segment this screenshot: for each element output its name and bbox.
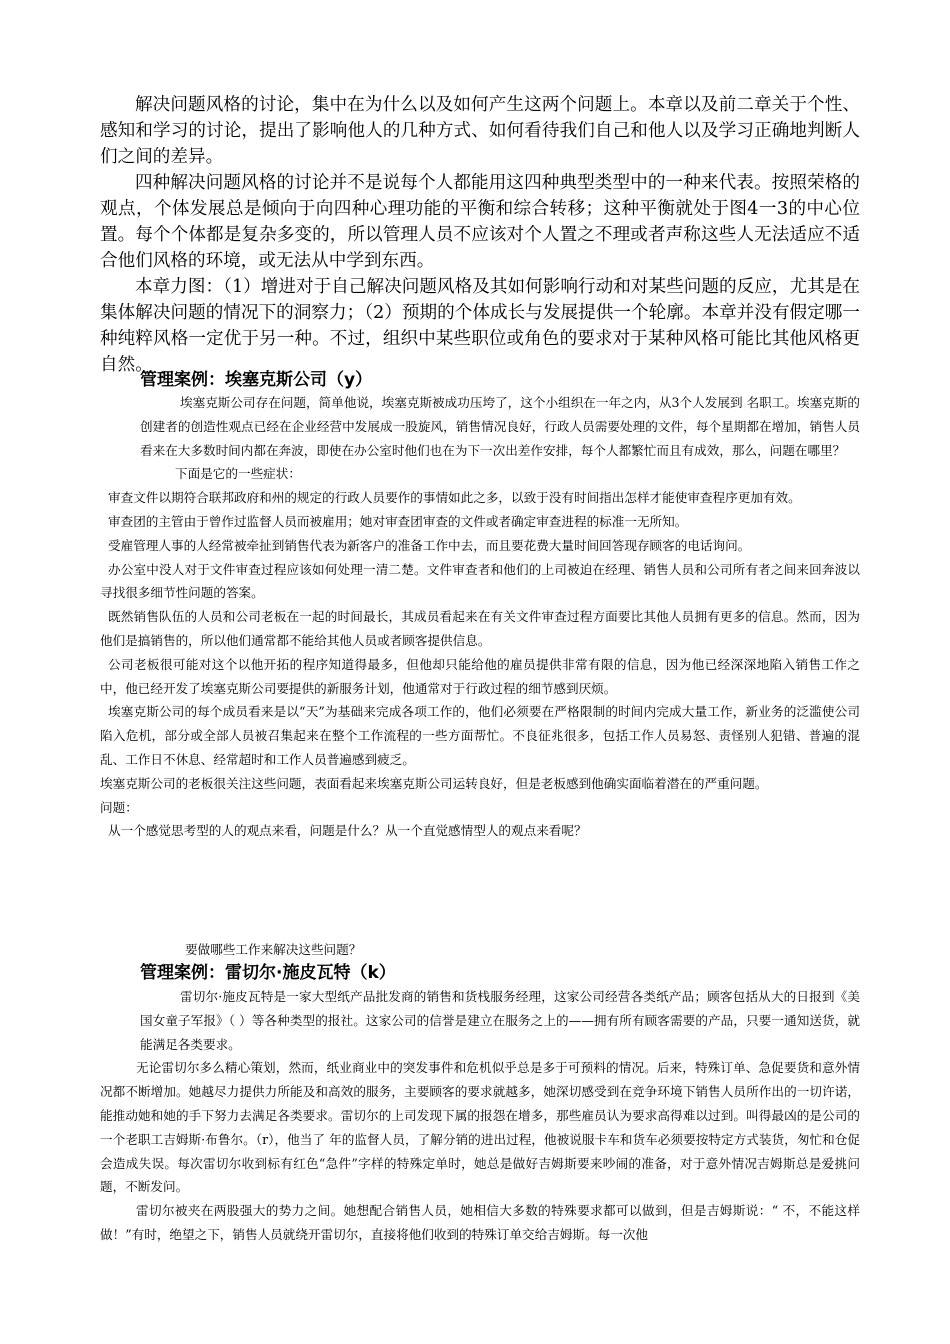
summary-paragraph-2: 四种解决问题风格的讨论并不是说每个人都能用这四种典型类型中的一种来代表。按照荣格的观点，个体发展总是倾向于向四种心理功能的平衡和综合转移；这种平衡就处于图4一3的中心位置。每个个体都是复杂多变的，所以管理人员不应该对个人置之不理或者声称这些人无法适应不适合他们风格的环境，或无法从中学到东西。 — [100, 173, 860, 271]
case-2-paragraph-2: 无论雷切尔多么精心策划，然而，纸业商业中的突发事件和危机似乎总是多于可预料的情况。后来，特殊订单、急促要货和意外情况都不断增加。她越尽力提供力所能及和高效的服务，主要顾客的要求就越多，她深切感受到在竞争环境下销售人员所作出的一切许诺，能推动她和她的手下努力去满足各类要求。雷切尔的上司发现下属的报怨在增多，那些雇员认为要求高得难以过到。叫得最凶的是公司的一个老职工吉姆斯·布鲁尔。（r），他当了 年的监督人员，了解分销的进出过程，他被说服卡车和货车必须要按特定方式装货，匆忙和仓促会造成失误。每次雷切尔收到标有红色“急件”字样的特殊定单时，她总是做好吉姆斯要来吵闹的准备，对于意外情况吉姆斯总是爱挑问题，不断发问。 — [100, 1060, 860, 1195]
case-1-intro: 埃塞克斯公司存在问题，简单他说，埃塞克斯被成功压垮了，这个小组织在一年之内，从3个人发展到 名职工。埃塞克斯的创建者的创造性观点已经在企业经营中发展成一股旋风，销售情况良好，行政人员需要处理的文件，每个星期都在增加，销售人员看来在大多数时间内都在奔波，即使在办公室时他们也在为下一次出差作安排，每个人都繁忙而且有成效，那么，问题在哪里？ — [140, 395, 860, 458]
symptom-item: 埃塞克斯公司的每个成员看来是以“天”为基础来完成各项工作的，他们必须要在严格限制的时间内完成大量工作，新业务的泛滥使公司陷入危机，部分或全部人员被召集起来在整个工作流程的一些方面帮忙。不良征兆很多，包括工作人员易怒、责怪别人犯错、普遍的混乱、工作日不休息、经常超时和工作人员普遍感到疲乏。 — [100, 704, 860, 767]
symptom-item: 审查文件以期符合联邦政府和州的规定的行政人员要作的事情如此之多，以致于没有时间指出怎样才能使审查程序更加有效。 — [108, 490, 801, 506]
case-1-title: 管理案例：埃塞克斯公司（y） — [140, 370, 373, 390]
case-1-question-2 — [100, 938, 860, 962]
case-2-intro: 雷切尔·施皮瓦特是一家大型纸产品批发商的销售和货栈服务经理，这家公司经营各类纸产品；顾客包括从大的日报到《美国女童子军报》（ ）等各种类型的报社。这家公司的信誉是建立在服务之上的——拥有所有顾客需要的产品，只要一通知送货，就能满足各类要求。 — [140, 989, 860, 1052]
case-1-symptoms-intro: 下面是它的一些症状： — [175, 466, 301, 482]
symptom-item: 公司老板很可能对这个以他开拓的程序知道得最多，但他却只能给他的雇员提供非常有限的信息，因为他已经深深地陷入销售工作之中，他已经开发了埃塞克斯公司要提供的新服务计划，他通常对于行政过程的细节感到厌烦。 — [100, 656, 860, 696]
symptom-item: 审查团的主管由于曾作过监督人员而被雇用；她对审查团审查的文件或者确定审查进程的标准一无所知。 — [108, 513, 688, 529]
case-2-paragraph-3: 雷切尔被夹在两股强大的势力之间。她想配合销售人员，她相信大多数的特殊要求都可以做到，但是吉姆斯说：“ 不，不能这样做！”有时，绝望之下，销售人员就绕开雷切尔，直接将他们收到的特殊订单交给吉姆斯。每一次他 — [100, 1203, 860, 1242]
summary-paragraph-1: 解决问题风格的讨论，集中在为什么以及如何产生这两个问题上。本章以及前二章关于个性、感知和学习的讨论，提出了影响他人的几种方式、如何看待我们自己和他人以及学习正确地判断人们之间的差异。 — [100, 95, 860, 167]
case-2-body — [100, 985, 860, 1247]
question-item: 要做哪些工作来解决这些问题？ — [185, 942, 362, 957]
case-1-body — [100, 391, 860, 843]
case-1-summary: 埃塞克斯公司的老板很关注这些问题，表面看起来埃塞克斯公司运转良好，但是老板感到他确实面临着潜在的严重问题。 — [100, 775, 768, 791]
chapter-summary — [100, 92, 860, 378]
symptom-item: 办公室中没人对于文件审查过程应该如何处理一清二楚。文件审查者和他们的上司被迫在经理、销售人员和公司所有者之间来回奔波以寻找很多细节性问题的答案。 — [100, 561, 860, 601]
symptom-item: 受雇管理人事的人经常被牵扯到销售代表为新客户的准备工作中去，而且要花费大量时间回答现存顾客的电话询问。 — [108, 537, 751, 553]
summary-paragraph-3: 本章力图：（1）增进对于自己解决问题风格及其如何影响行动和对某些问题的反应，尤其是在集体解决问题的情况下的洞察力；（2）预期的个体成长与发展提供一个轮廓。本章并没有假定哪一种纯粹风格一定优于另一种。不过，组织中某些职位或角色的要求对于某种风格可能比其他风格更自然。 — [100, 277, 860, 375]
case-2-title: 管理案例：雷切尔·施皮瓦特（k） — [140, 963, 396, 983]
question-item: 从一个感觉思考型的人的观点来看，问题是什么？从一个直觉感情型人的观点来看呢？ — [108, 823, 587, 839]
questions-label: 问题： — [100, 799, 138, 815]
symptom-item: 既然销售队伍的人员和公司老板在一起的时间最长，其成员看起来在有关文件审查过程方面要比其他人员拥有更多的信息。然而，因为他们是搞销售的，所以他们通常都不能给其他人员或者顾客提供信息。 — [100, 609, 860, 648]
